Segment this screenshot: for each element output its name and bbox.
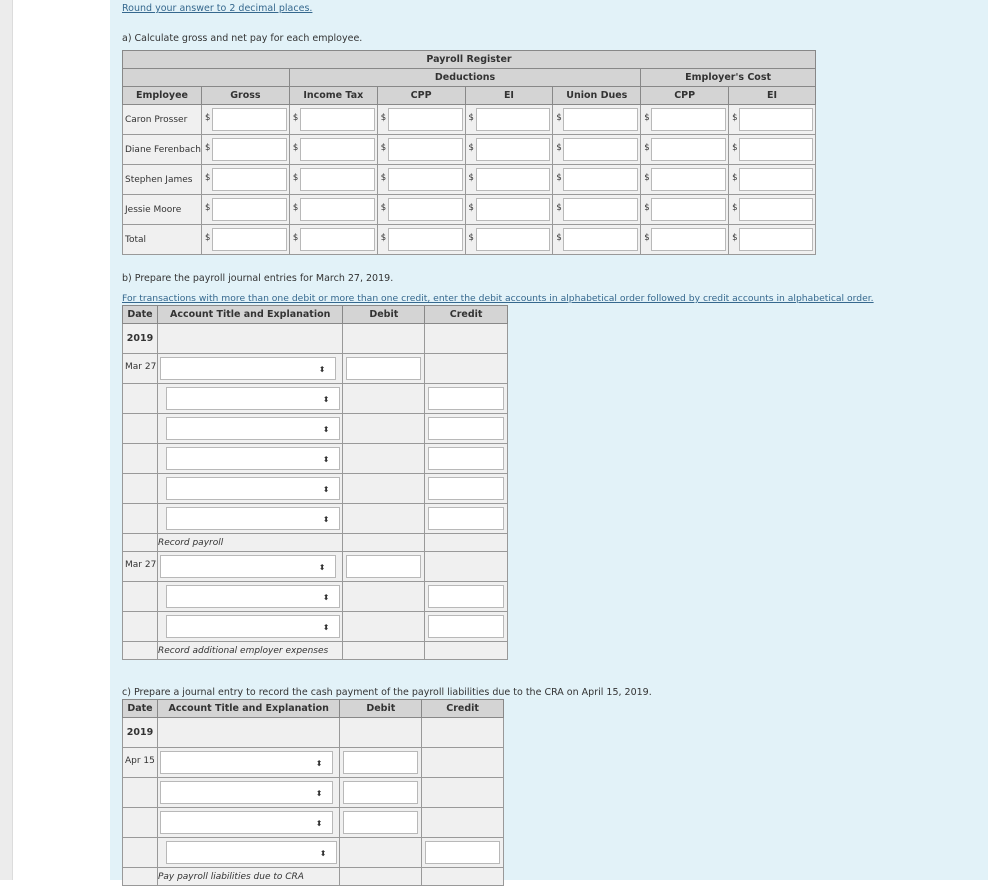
employer-cost-header: Employer's Cost	[641, 69, 816, 87]
select-arrow-icon: ⬍	[319, 849, 327, 858]
journal-row	[123, 778, 504, 808]
employee-name: Diane Ferenbach	[123, 135, 202, 165]
col-cpp: CPP	[377, 87, 465, 105]
amount-input[interactable]	[300, 198, 375, 221]
select-arrow-icon: ⬍	[322, 515, 330, 524]
part-a-prompt: a) Calculate gross and net pay for each employee.	[122, 33, 363, 44]
amount-input[interactable]	[563, 198, 638, 221]
deductions-header: Deductions	[289, 69, 640, 87]
rounding-note: Round your answer to 2 decimal places.	[122, 3, 313, 14]
amount-input[interactable]	[300, 228, 375, 251]
dollar-sign: $	[732, 203, 738, 213]
debit-input[interactable]	[346, 555, 421, 578]
account-select[interactable]	[166, 477, 340, 500]
dollar-sign: $	[732, 143, 738, 153]
journal-b-table	[122, 305, 508, 660]
select-arrow-icon: ⬍	[315, 819, 323, 828]
dollar-sign: $	[468, 173, 474, 183]
register-row	[123, 225, 816, 255]
entry-memo: Pay payroll liabilities due to CRA	[157, 868, 339, 886]
dollar-sign: $	[468, 113, 474, 123]
amount-input[interactable]	[651, 138, 726, 161]
credit-input[interactable]	[425, 841, 500, 864]
amount-input[interactable]	[388, 228, 463, 251]
amount-input[interactable]	[212, 108, 287, 131]
dollar-sign: $	[644, 173, 650, 183]
entry-date: Apr 15	[123, 748, 158, 778]
dollar-sign: $	[468, 233, 474, 243]
amount-input[interactable]	[739, 168, 813, 191]
select-arrow-icon: ⬍	[322, 485, 330, 494]
amount-input[interactable]	[300, 138, 375, 161]
account-select[interactable]	[166, 447, 340, 470]
dollar-sign: $	[380, 143, 387, 153]
debit-input[interactable]	[343, 811, 418, 834]
amount-input[interactable]	[388, 198, 463, 221]
dollar-sign: $	[732, 233, 738, 243]
debit-input[interactable]	[346, 357, 421, 380]
dollar-sign: $	[380, 113, 387, 123]
dollar-sign: $	[644, 203, 650, 213]
memo-row	[123, 868, 504, 886]
journal-row	[123, 354, 508, 384]
dollar-sign: $	[556, 233, 562, 243]
amount-input[interactable]	[651, 198, 726, 221]
register-blank-header	[123, 69, 290, 87]
amount-input[interactable]	[563, 168, 638, 191]
select-arrow-icon: ⬍	[318, 563, 326, 572]
dollar-sign: $	[468, 203, 474, 213]
amount-input[interactable]	[300, 168, 375, 191]
account-select[interactable]	[160, 357, 336, 380]
amount-input[interactable]	[476, 228, 551, 251]
amount-input[interactable]	[212, 138, 287, 161]
entry-memo: Record payroll	[157, 534, 342, 552]
jb-col-credit: Credit	[425, 306, 508, 324]
journal-row	[123, 582, 508, 612]
col-income-tax: Income Tax	[289, 87, 377, 105]
jb-col-account: Account Title and Explanation	[157, 306, 342, 324]
jb-year: 2019	[123, 324, 158, 354]
select-arrow-icon: ⬍	[318, 365, 326, 374]
journal-c-table	[122, 699, 504, 886]
journal-row	[123, 474, 508, 504]
dollar-sign: $	[732, 113, 738, 123]
select-arrow-icon: ⬍	[315, 789, 323, 798]
amount-input[interactable]	[212, 228, 287, 251]
jc-year: 2019	[123, 718, 158, 748]
memo-row	[123, 642, 508, 660]
dollar-sign: $	[292, 113, 299, 123]
dollar-sign: $	[380, 173, 387, 183]
register-row	[123, 135, 816, 165]
dollar-sign: $	[644, 113, 650, 123]
dollar-sign: $	[732, 173, 738, 183]
amount-input[interactable]	[212, 198, 287, 221]
amount-input[interactable]	[739, 108, 813, 131]
payroll-register-table	[122, 50, 816, 255]
dollar-sign: $	[204, 143, 211, 153]
jc-col-debit: Debit	[340, 700, 422, 718]
dollar-sign: $	[292, 143, 299, 153]
amount-input[interactable]	[388, 108, 463, 131]
dollar-sign: $	[556, 173, 562, 183]
journal-row	[123, 504, 508, 534]
entry-memo: Record additional employer expenses	[157, 642, 342, 660]
debit-input[interactable]	[343, 751, 418, 774]
journal-row	[123, 612, 508, 642]
account-select[interactable]	[166, 615, 340, 638]
credit-input[interactable]	[428, 585, 504, 608]
employee-name: Stephen James	[123, 165, 202, 195]
dollar-sign: $	[204, 203, 211, 213]
account-select[interactable]	[166, 585, 340, 608]
amount-input[interactable]	[563, 228, 638, 251]
entry-date: Mar 27	[123, 552, 158, 582]
dollar-sign: $	[556, 143, 562, 153]
journal-row	[123, 444, 508, 474]
jb-col-date: Date	[123, 306, 158, 324]
register-row	[123, 165, 816, 195]
dollar-sign: $	[468, 143, 474, 153]
amount-input[interactable]	[739, 228, 813, 251]
dollar-sign: $	[644, 233, 650, 243]
register-title: Payroll Register	[123, 51, 816, 69]
credit-input[interactable]	[428, 417, 504, 440]
amount-input[interactable]	[212, 168, 287, 191]
account-select[interactable]	[166, 841, 337, 864]
col-union-dues: Union Dues	[553, 87, 641, 105]
part-c-prompt: c) Prepare a journal entry to record the cash payment of the payroll liabilities due to the CRA on April 15, 2019.	[122, 687, 652, 698]
select-arrow-icon: ⬍	[322, 623, 330, 632]
amount-input[interactable]	[563, 138, 638, 161]
amount-input[interactable]	[563, 108, 638, 131]
dollar-sign: $	[556, 203, 562, 213]
journal-row	[123, 384, 508, 414]
dollar-sign: $	[556, 113, 562, 123]
amount-input[interactable]	[651, 108, 726, 131]
amount-input[interactable]	[739, 138, 813, 161]
part-b-prompt: b) Prepare the payroll journal entries for March 27, 2019.	[122, 273, 394, 284]
amount-input[interactable]	[476, 108, 551, 131]
employee-name: Jessie Moore	[123, 195, 202, 225]
account-select[interactable]	[166, 417, 340, 440]
dollar-sign: $	[292, 203, 299, 213]
credit-input[interactable]	[428, 447, 504, 470]
amount-input[interactable]	[739, 198, 813, 221]
credit-input[interactable]	[428, 387, 504, 410]
journal-row	[123, 838, 504, 868]
amount-input[interactable]	[651, 168, 726, 191]
employee-name: Caron Prosser	[123, 105, 202, 135]
journal-row	[123, 748, 504, 778]
account-select[interactable]	[166, 387, 340, 410]
amount-input[interactable]	[476, 198, 551, 221]
ordering-note: For transactions with more than one debit or more than one credit, enter the debit accounts in alphabetical order followed by credit accounts in alphabetical order.	[122, 293, 874, 304]
dollar-sign: $	[292, 233, 299, 243]
amount-input[interactable]	[388, 168, 463, 191]
select-arrow-icon: ⬍	[322, 455, 330, 464]
col-gross: Gross	[201, 87, 289, 105]
select-arrow-icon: ⬍	[322, 425, 330, 434]
journal-row	[123, 808, 504, 838]
account-select[interactable]	[166, 507, 340, 530]
select-arrow-icon: ⬍	[315, 759, 323, 768]
dollar-sign: $	[204, 173, 211, 183]
dollar-sign: $	[204, 233, 211, 243]
amount-input[interactable]	[651, 228, 726, 251]
select-arrow-icon: ⬍	[322, 593, 330, 602]
amount-input[interactable]	[476, 138, 551, 161]
credit-input[interactable]	[428, 477, 504, 500]
entry-date: Mar 27	[123, 354, 158, 384]
col-employer-cpp: CPP	[641, 87, 729, 105]
account-select[interactable]	[160, 555, 336, 578]
dollar-sign: $	[380, 203, 387, 213]
dollar-sign: $	[644, 143, 650, 153]
account-select[interactable]	[160, 781, 333, 804]
amount-input[interactable]	[388, 138, 463, 161]
dollar-sign: $	[380, 233, 387, 243]
jc-col-account: Account Title and Explanation	[157, 700, 339, 718]
select-arrow-icon: ⬍	[322, 395, 330, 404]
jc-col-credit: Credit	[422, 700, 504, 718]
credit-input[interactable]	[428, 507, 504, 530]
register-row	[123, 195, 816, 225]
employee-name: Total	[123, 225, 202, 255]
amount-input[interactable]	[476, 168, 551, 191]
dollar-sign: $	[292, 173, 299, 183]
left-sidebar	[0, 0, 13, 880]
dollar-sign: $	[204, 113, 211, 123]
jb-col-debit: Debit	[343, 306, 425, 324]
account-select[interactable]	[160, 751, 333, 774]
memo-row	[123, 534, 508, 552]
account-select[interactable]	[160, 811, 333, 834]
col-employer-ei: EI	[729, 87, 816, 105]
journal-row	[123, 552, 508, 582]
amount-input[interactable]	[300, 108, 375, 131]
credit-input[interactable]	[428, 615, 504, 638]
journal-row	[123, 414, 508, 444]
register-row	[123, 105, 816, 135]
debit-input[interactable]	[343, 781, 418, 804]
col-ei: EI	[465, 87, 553, 105]
col-employee: Employee	[123, 87, 202, 105]
jc-col-date: Date	[123, 700, 158, 718]
